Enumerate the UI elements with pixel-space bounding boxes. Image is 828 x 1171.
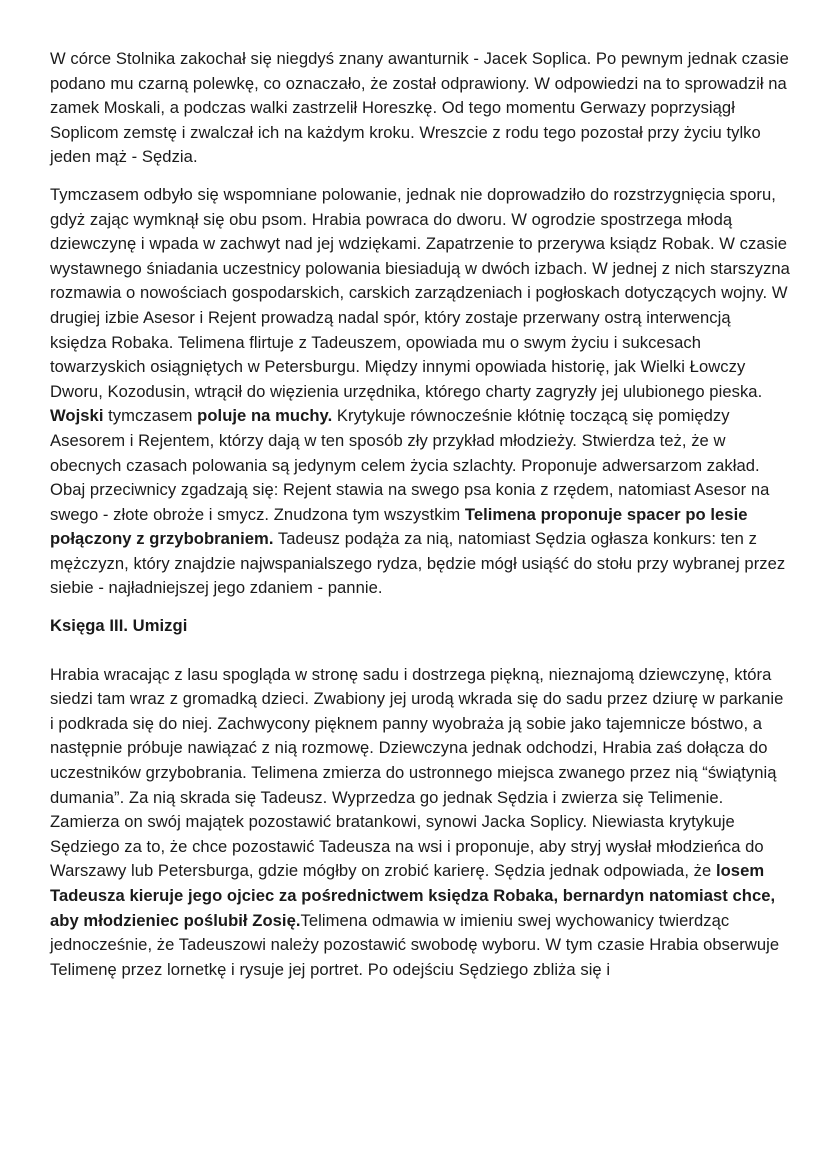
text-run: tymczasem — [103, 406, 198, 426]
text-run: Tymczasem odbyło się wspomniane polowanie, jednak nie doprowadziło do rozstrzygnięcia sporu, gdyż zając wymknął się obu psom. Hrabia powraca do dworu. W ogrodzie spostrzega młodą dziewczynę i wpada w zachwyt nad jej wdziękami. Zapatrzenie to przerywa ksiądz Robak. W czasie wystawnego śniadania uczestnicy polowania biesiadują w dwóch izbach. W jednej z nich starszyzna rozmawia o nowościach gospodarskich, carskich zarządzeniach i pogłoskach dotyczących wojny. W drugiej izbie Asesor i Rejent prowadzą nadal spór, który zostaje przerwany ostrą interwencją księdza Robaka. Telimena flirtuje z Tadeuszem, opowiada mu o swym życiu i sukcesach towarzyskich osiągniętych w Petersburgu. Między innymi opowiada historię, jak Wielki Łowczy Dworu, Kozodusin, wtrącił do więzienia urzędnika, którego charty zagryzły jej ulubionego pieska. — [50, 184, 790, 401]
bold-text-run: poluje na muchy. — [197, 406, 333, 426]
text-run: W córce Stolnika zakochał się niegdyś znany awanturnik - Jacek Soplica. Po pewnym jednak czasie podano mu czarną polewkę, co oznaczało, że został odprawiony. W odpowiedzi na to sprowadził na zamek Moskali, a podczas walki zastrzelił Horeszkę. Od tego momentu Gerwazy poprzysiągł Soplicom zemstę i zwalczał ich na każdym kroku. Wreszcie z rodu tego pozostał przy życiu tylko jeden mąż - Sędzia. — [50, 49, 789, 167]
text-run: Krytykuje równocześnie kłótnię toczącą się pomiędzy Asesorem i Rejentem, którzy dają w ten sposób zły przykład młodzieży. Stwierdza też, że w obecnych czasach polowania są jedynym celem życia szlachty. Proponuje adwersarzom zakład. Obaj przeciwnicy zgadzają się: Rejent stawia na swego psa konia z rzędem, natomiast Asesor na swego - złote obroże i smycz. Znudzona tym wszystkim — [50, 406, 770, 524]
text-run: Tadeusz podąża za nią, natomiast Sędzia ogłasza konkurs: ten z mężczyzn, który znajdzie najwspanialszego rydza, będzie mógł usiąść do stołu przy wybranej przez siebie - najładniejszej jego zdaniem - pannie. — [50, 529, 786, 598]
bold-text-run: losem Tadeusza kieruje jego ojciec za pośrednictwem księdza Robaka, bernardyn natomiast chce, aby młodzieniec poślubił Zosię. — [50, 861, 776, 930]
text-run: Telimena odmawia w imieniu swej wychowanicy twierdząc jednocześnie, że Tadeuszowi należy pozostawić swobodę wyboru. W tym czasie Hrabia obserwuje Telimenę przez lornetkę i rysuje jej portret. Po odejściu Sędziego zbliża się i — [50, 910, 780, 979]
paragraph-hunt-breakfast — [50, 183, 790, 601]
document-page — [50, 47, 790, 995]
bold-text-run: Telimena proponuje spacer po lesie połączony z grzybobraniem. — [50, 504, 748, 549]
bold-text-run: Wojski — [50, 406, 104, 426]
section-heading: Księga III. Umizgi — [50, 616, 188, 636]
text-run: Hrabia wracając z lasu spogląda w stronę sadu i dostrzega piękną, nieznajomą dziewczynę, która siedzi tam wraz z gromadką dzieci. Zwabiony jej urodą wkrada się do sadu przez dziurę w parkanie i podkrada się do niej. Zachwycony pięknem panny wyobraża ją sobie jako tajemnicze bóstwo, a następnie próbuje nawiązać z nią rozmowę. Dziewczyna jednak odchodzi, Hrabia zaś dołącza do uczestników grzybobrania. Telimena zmierza do ustronnego miejsca zwanego przez nią “świątynią dumania”. Za nią skrada się Tadeusz. Wyprzedza go jednak Sędzia i zwierza się Telimenie. Zamierza on swój majątek pozostawić bratankowi, synowi Jacka Soplicy. Niewiasta krytykuje Sędziego za to, że chce pozostawić Tadeusza na wsi i proponuje, aby stryj wysłał młodzieńca do Warszawy lub Petersburga, gdzie mógłby on zrobić karierę. Sędzia jednak odpowiada, że — [50, 664, 784, 881]
paragraph-umizgi — [50, 663, 790, 983]
paragraph-soplica-history — [50, 47, 790, 170]
